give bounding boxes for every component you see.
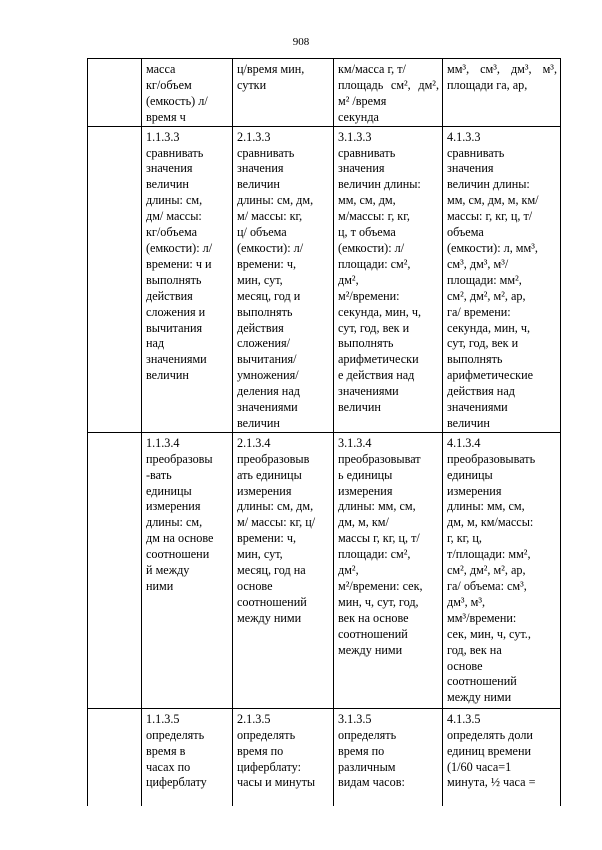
requirement-code: 2.1.3.4 [237,435,271,450]
requirement-code: 4.1.3.5 [447,711,481,726]
requirement-code: 3.1.3.3 [338,129,372,144]
table-cell [142,126,233,432]
table-cell [334,126,443,432]
requirement-code: 3.1.3.4 [338,435,372,450]
requirement-code: 2.1.3.3 [237,129,271,144]
requirement-code: 4.1.3.4 [447,435,481,450]
requirement-code: 1.1.3.3 [146,129,180,144]
requirement-text: определять время по различным видам часов: [338,727,405,790]
requirement-text: определять время по циферблату: часы и минуты [237,727,316,790]
table-cell [88,432,142,708]
table-cell [443,432,561,708]
table-cell [233,59,334,127]
cell-text: мм³, см³, дм³, м³, площади га, ар, [447,62,557,92]
table-cell [142,432,233,708]
table-cell [88,59,142,127]
requirement-text: сравнивать значения величин длины: см, дм, м/ массы: кг, ц/ объема (емкости): л/ времени: ч, мин, сут, месяц, год и выполнять действия сложения/ вычитания/ умножения/ деления над значениями величин [237,145,314,430]
page-number: 908 [292,36,310,48]
requirement-text: определять доли единиц времени (1/60 часа=1 минута, ½ часа = [447,727,536,790]
table-cell [142,59,233,127]
requirement-code: 3.1.3.5 [338,711,372,726]
requirement-text: сравнивать значения величин длины: мм, см, дм, м/массы: г, кг, ц, т объема (емкости): л/ площади: см², дм², м²/времени: секунда, мин, ч, сут, год, век и выполнять арифметически е действия над значениями величин [338,145,422,415]
requirements-table [87,58,561,806]
cell-text: ц/время мин, сутки [237,62,305,92]
requirement-code: 4.1.3.3 [447,129,481,144]
requirement-text: определять время в часах по циферблату [146,727,207,790]
table-cell [88,126,142,432]
table-cell [334,708,443,806]
table-cell [443,59,561,127]
requirement-code: 2.1.3.5 [237,711,271,726]
table-cell [142,708,233,806]
requirement-text: преобразовыв ать единицы измерения длины: см, дм, м/ массы: кг, ц/ времени: ч, мин, сут, месяц, год на основе соотношений между ними [237,451,316,625]
table-row [88,708,561,806]
requirement-text: сравнивать значения величин длины: мм, см, дм, м, км/ массы: г, кг, ц, т/ объема (емкости): л, мм³, см³, дм³, м³/ площади: мм², см², дм², м², ар, га/ времени: секунда, мин, ч, сут, год, век и выполнять арифметические действия над значениями величин [447,145,539,430]
requirement-text: преобразовывать единицы измерения длины: мм, см, дм, м, км/массы: г, кг, ц, т/площади: мм², см², дм², м², ар, га/ объема: см³, дм³, м³, мм³/времени: сек, мин, ч, сут., год, век на основе соотношений между ними [447,451,536,705]
table-row [88,432,561,708]
table-cell [233,432,334,708]
requirement-text: преобразовы -вать единицы измерения длины: см, дм на основе соотношени й между ними [146,451,214,593]
table-cell [233,708,334,806]
table-cell [88,708,142,806]
cell-text: масса кг/объем (емкость) л/ время ч [146,62,208,124]
table-row [88,126,561,432]
table-cell [334,59,443,127]
cell-text: км/масса г, т/ площадь см², дм², м² /время секунда [338,62,439,124]
table-row [88,59,561,127]
table-cell [443,126,561,432]
table-cell [334,432,443,708]
requirement-text: преобразовыват ь единицы измерения длины: мм, см, дм, м, км/ массы г, кг, ц, т/ площади: см², дм², м²/времени: сек, мин, ч, сут, год, век на основе соотношений между ними [338,451,423,657]
table-cell [443,708,561,806]
requirement-code: 1.1.3.4 [146,435,180,450]
table-cell [233,126,334,432]
requirement-text: сравнивать значения величин длины: см, дм/ массы: кг/объема (емкости): л/ времени: ч и выполнять действия сложения и вычитания над значениями величин [146,145,213,383]
requirement-code: 1.1.3.5 [146,711,180,726]
